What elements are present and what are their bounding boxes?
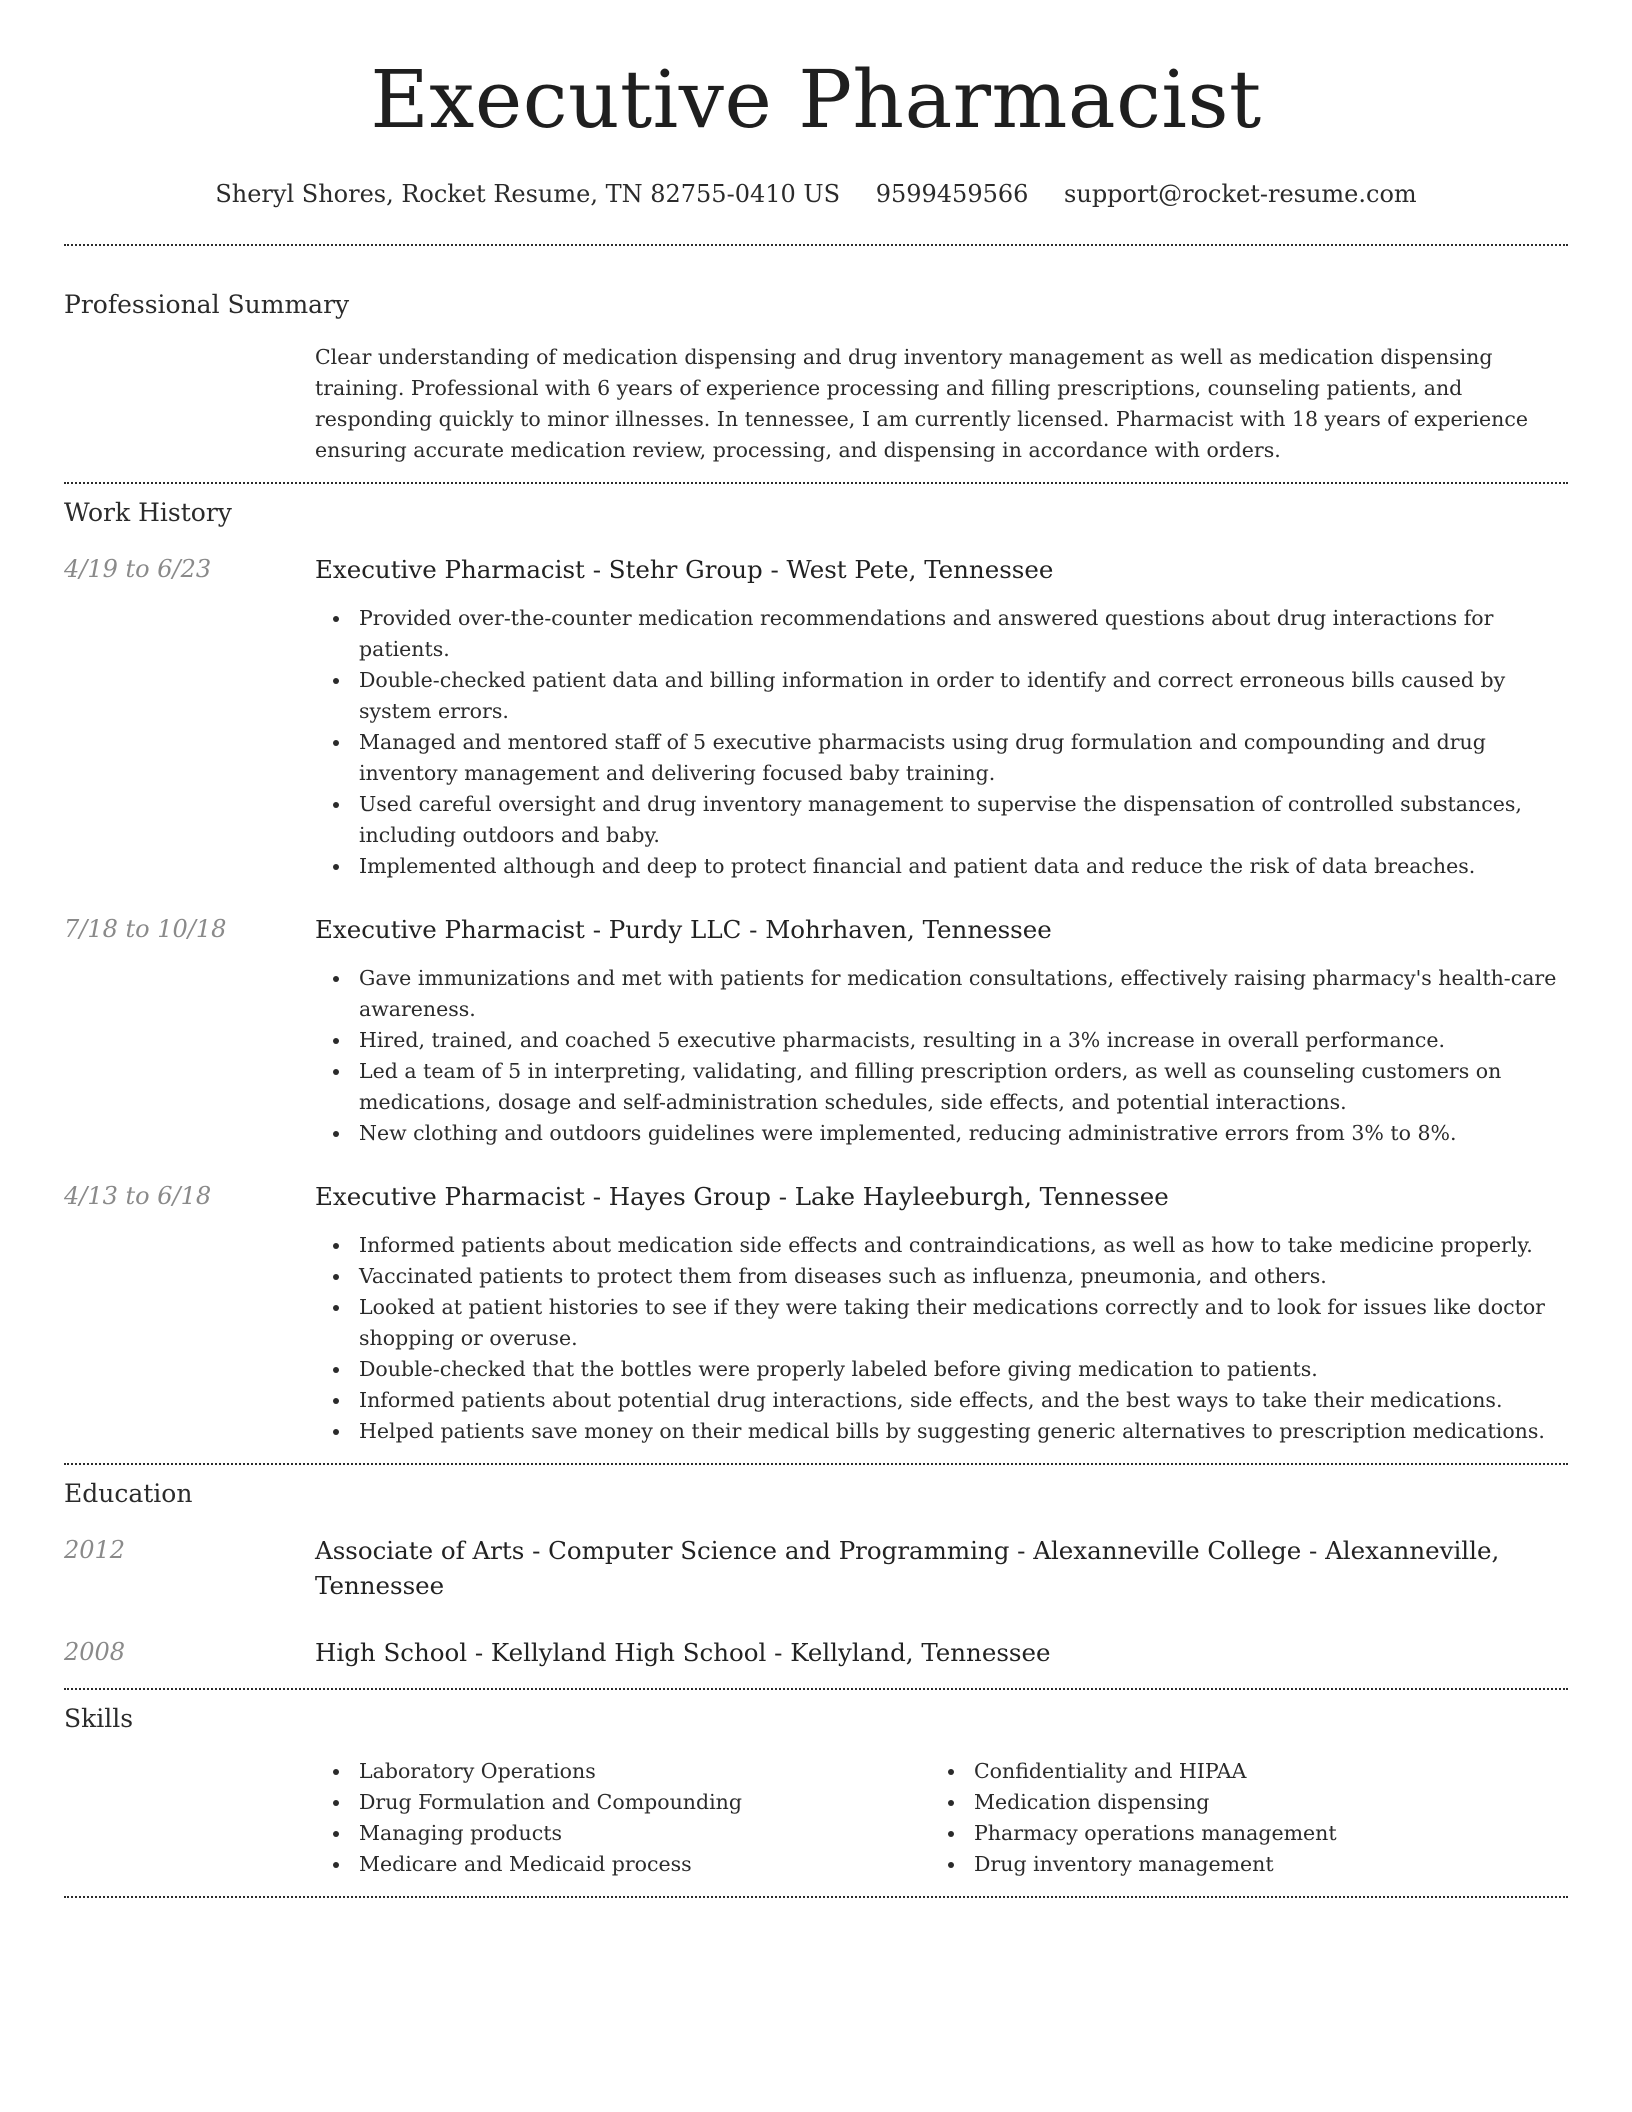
- skills-row: [64, 1756, 1568, 1880]
- summary-text: Clear understanding of medication dispensing and drug inventory management as well as medication dispensing training. Professional with 6 years of experience processing and filling prescriptions, counseling patients, and responding quickly to minor illnesses. In tennessee, I am currently licensed. Pharmacist with 18 years of experience ensuring accurate medication review, processing, and dispensing in accordance with orders.: [315, 345, 1528, 462]
- section-heading-skills: Skills: [64, 1704, 134, 1733]
- list-item: Double-checked patient data and billing information in order to identify and correct erroneous bills caused by system errors.: [315, 665, 1568, 727]
- skills-columns: [315, 1756, 1568, 1880]
- skill-item: Managing products: [315, 1818, 930, 1849]
- list-item: Looked at patient histories to see if they were taking their medications correctly and to look for issues like doctor shopping or overuse.: [315, 1292, 1568, 1354]
- list-item: Managed and mentored staff of 5 executive pharmacists using drug formulation and compounding and drug inventory management and delivering focused baby training.: [315, 727, 1568, 789]
- list-item: Informed patients about medication side effects and contraindications, as well as how to take medicine properly.: [315, 1230, 1568, 1261]
- job-bullets: [315, 603, 1568, 882]
- contact-line: [64, 178, 1568, 210]
- job-title: Executive Pharmacist - Purdy LLC - Mohrhaven, Tennessee: [315, 915, 1052, 944]
- divider: [64, 482, 1568, 484]
- skill-item: Drug Formulation and Compounding: [315, 1787, 930, 1818]
- skill-item: Pharmacy operations management: [930, 1818, 1545, 1849]
- list-item: Vaccinated patients to protect them from diseases such as influenza, pneumonia, and others.: [315, 1261, 1568, 1292]
- job-bullets: [315, 1230, 1568, 1447]
- education-year: 2012: [64, 1536, 126, 1564]
- section-heading-education: Education: [64, 1479, 193, 1508]
- education-title: Associate of Arts - Computer Science and Programming - Alexanneville College - Alexanneville, Tennessee: [315, 1536, 1500, 1600]
- job-dates: 4/13 to 6/18: [64, 1182, 212, 1210]
- contact-email[interactable]: support@rocket-resume.com: [1064, 180, 1417, 208]
- job-title: Executive Pharmacist - Stehr Group - West Pete, Tennessee: [315, 555, 1054, 584]
- divider: [64, 244, 1568, 246]
- job-entry: [64, 552, 1568, 882]
- divider: [64, 1463, 1568, 1465]
- list-item: Provided over-the-counter medication recommendations and answered questions about drug interactions for patients.: [315, 603, 1568, 665]
- contact-phone: 9599459566: [875, 180, 1029, 208]
- divider: [64, 1896, 1568, 1898]
- skill-item: Confidentiality and HIPAA: [930, 1756, 1545, 1787]
- education-title: High School - Kellyland High School - Kellyland, Tennessee: [315, 1638, 1051, 1667]
- skills-column-2: [930, 1756, 1545, 1880]
- skill-item: Medicare and Medicaid process: [315, 1849, 930, 1880]
- list-item: Implemented although and deep to protect financial and patient data and reduce the risk of data breaches.: [315, 851, 1568, 882]
- skill-item: Drug inventory management: [930, 1849, 1545, 1880]
- job-title: Executive Pharmacist - Hayes Group - Lake Hayleeburgh, Tennessee: [315, 1182, 1169, 1211]
- list-item: Used careful oversight and drug inventory management to supervise the dispensation of controlled substances, including outdoors and baby.: [315, 789, 1568, 851]
- resume-page: [64, 0, 1568, 1898]
- list-item: Helped patients save money on their medical bills by suggesting generic alternatives to prescription medications.: [315, 1416, 1568, 1447]
- resume-title: Executive Pharmacist: [370, 53, 1262, 146]
- list-item: New clothing and outdoors guidelines were implemented, reducing administrative errors from 3% to 8%.: [315, 1118, 1568, 1149]
- job-entry: [64, 912, 1568, 1149]
- section-heading-summary: Professional Summary: [64, 290, 350, 319]
- education-year: 2008: [64, 1638, 126, 1666]
- education-entry: [64, 1533, 1568, 1603]
- job-dates: 7/18 to 10/18: [64, 915, 227, 943]
- job-bullets: [315, 963, 1568, 1149]
- job-entry: [64, 1179, 1568, 1447]
- list-item: Led a team of 5 in interpreting, validating, and filling prescription orders, as well as counseling customers on medications, dosage and self-administration schedules, side effects, and potential interactions.: [315, 1056, 1568, 1118]
- education-entry: [64, 1635, 1568, 1670]
- contact-address: Sheryl Shores, Rocket Resume, TN 82755-0410 US: [215, 180, 841, 208]
- list-item: Double-checked that the bottles were properly labeled before giving medication to patients.: [315, 1354, 1568, 1385]
- divider: [64, 1688, 1568, 1690]
- section-heading-work: Work History: [64, 498, 232, 527]
- summary-row: [64, 342, 1568, 466]
- list-item: Hired, trained, and coached 5 executive pharmacists, resulting in a 3% increase in overall performance.: [315, 1025, 1568, 1056]
- skills-column-1: [315, 1756, 930, 1880]
- skill-item: Laboratory Operations: [315, 1756, 930, 1787]
- list-item: Informed patients about potential drug interactions, side effects, and the best ways to take their medications.: [315, 1385, 1568, 1416]
- job-dates: 4/19 to 6/23: [64, 555, 212, 583]
- skill-item: Medication dispensing: [930, 1787, 1545, 1818]
- list-item: Gave immunizations and met with patients for medication consultations, effectively raising pharmacy's health-care awareness.: [315, 963, 1568, 1025]
